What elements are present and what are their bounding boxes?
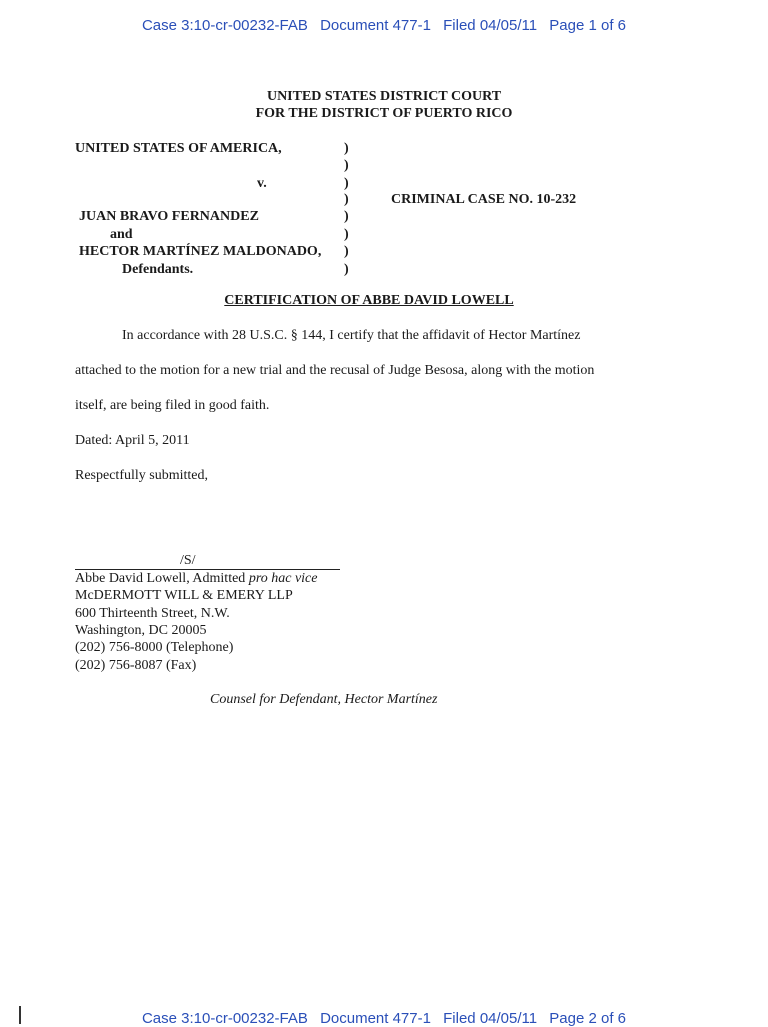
body-line-2: attached to the motion for a new trial and the recusal of Judge Besosa, along with the motion <box>75 363 595 378</box>
ecf-case-number: Case 3:10-cr-00232-FAB <box>141 17 308 34</box>
firm-street: 600 Thirteenth Street, N.W. <box>75 606 230 621</box>
firm-name: McDERMOTT WILL & EMERY LLP <box>75 588 293 603</box>
caption-paren: ) <box>344 262 349 277</box>
body-line-1: In accordance with 28 U.S.C. § 144, I certify that the affidavit of Hector Martínez <box>122 328 581 343</box>
ecf-header-top <box>0 17 768 34</box>
signature-line <box>75 569 340 570</box>
ecf-page-number: Page 1 of 6 <box>549 17 627 34</box>
court-name-line2: FOR THE DISTRICT OF PUERTO RICO <box>255 106 513 121</box>
document-title: CERTIFICATION OF ABBE DAVID LOWELL <box>224 293 514 308</box>
pro-hac-vice: pro hac vice <box>248 571 318 586</box>
caption-defendants-label: Defendants. <box>122 262 194 277</box>
ecf-page-number: Page 2 of 6 <box>549 1010 627 1027</box>
caption-and: and <box>110 227 133 242</box>
ecf-filed-date: Filed 04/05/11 <box>443 17 538 34</box>
caption-defendant-1: JUAN BRAVO FERNANDEZ <box>79 209 259 224</box>
caption-versus: v. <box>257 176 267 191</box>
caption-paren: ) <box>344 192 349 207</box>
signatory-name-text: Abbe David Lowell, Admitted <box>75 571 249 586</box>
caption-paren: ) <box>344 209 349 224</box>
caption-plaintiff: UNITED STATES OF AMERICA, <box>75 141 282 156</box>
caption-paren: ) <box>344 227 349 242</box>
firm-fax: (202) 756-8087 (Fax) <box>75 658 197 673</box>
caption-paren: ) <box>344 141 349 156</box>
caption-paren: ) <box>344 158 349 173</box>
ecf-case-number: Case 3:10-cr-00232-FAB <box>141 1010 308 1027</box>
caption-defendant-2: HECTOR MARTÍNEZ MALDONADO, <box>79 244 322 259</box>
caption-paren: ) <box>344 176 349 191</box>
criminal-case-number: CRIMINAL CASE NO. 10-232 <box>391 192 577 207</box>
court-name-line1: UNITED STATES DISTRICT COURT <box>266 89 502 104</box>
caption-paren: ) <box>344 244 349 259</box>
dated-line: Dated: April 5, 2011 <box>75 433 190 448</box>
body-line-3: itself, are being filed in good faith. <box>75 398 270 413</box>
ecf-header-next-page <box>0 1010 768 1027</box>
electronic-signature-mark: /S/ <box>180 553 196 568</box>
counsel-for-defendant: Counsel for Defendant, Hector Martínez <box>210 692 438 707</box>
signatory-name <box>75 571 318 587</box>
closing-line: Respectfully submitted, <box>75 468 208 483</box>
ecf-filed-date: Filed 04/05/11 <box>443 1010 538 1027</box>
ecf-document-number: Document 477-1 <box>320 1010 431 1027</box>
firm-phone: (202) 756-8000 (Telephone) <box>75 640 234 655</box>
ecf-document-number: Document 477-1 <box>320 17 431 34</box>
firm-city: Washington, DC 20005 <box>75 623 207 638</box>
